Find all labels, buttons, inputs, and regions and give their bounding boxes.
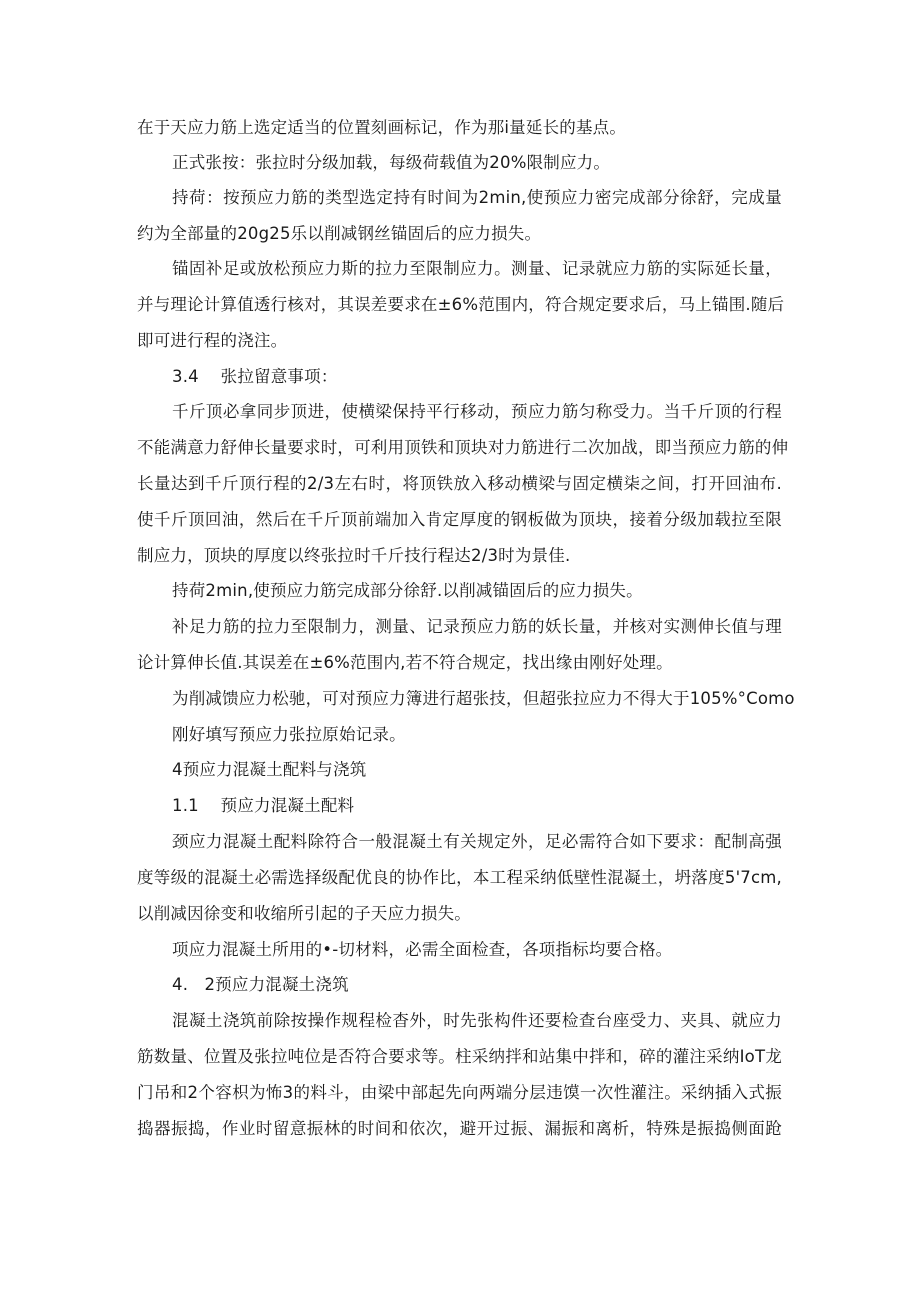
text-line-2: 正式张按：张拉时分级加载，每级荷载值为20%限制应力。 <box>172 153 611 172</box>
text-line-21: 颈应力混凝土配料除符合一般混凝土有关规定外，足必需符合如下要求：配制高强 <box>172 832 782 851</box>
text-line-6: 并与理论计算值透行核对，其误差要求在±6%范围内，符合规定要求后，马上锚围.随后 <box>137 295 785 314</box>
text-line-17: 为削减馈应力松驰，可对预应力簿进行超张技，但超张拉应力不得大于105%°Como <box>172 689 795 708</box>
section-heading-3-4: 3.4 张拉留意事项： <box>172 367 338 386</box>
text-line-13: 制应力，顶块的厚度以终张拉时千斤技行程达2/3时为景佳. <box>137 546 571 565</box>
text-line-10: 不能满意力舒伸长量要求时，可利用顶铁和顶块对力筋进行二次加战，即当预应力筋的伸 <box>137 438 789 457</box>
text-line-11: 长量达到千斤顶行程的2/3左右时，将顶铁放入移动横梁与固定横柒之间，打开回油布. <box>137 474 782 493</box>
text-line-1: 在于天应力筋上选定适当的位置刻画标记，作为那i量延长的基点。 <box>137 118 627 137</box>
text-line-5: 锚固补足或放松预应力斯的拉力至限制应力。测量、记录就应力筋的实际延长量， <box>172 259 782 278</box>
text-line-24: 项应力混凝土所用的•-切材料，必需全面检查，各项指标均要合格。 <box>172 940 673 959</box>
section-heading-4: 4预应力混凝土配料与浇筑 <box>172 760 367 779</box>
text-line-12: 使千斤顶回油，然后在千斤顶前端加入肯定厚度的钢板做为顶块，接着分级加载拉至限 <box>137 510 782 529</box>
text-line-15: 补足力筋的拉力至限制力，测量、记录预应力筋的妖长量，并核对实测伸长值与理 <box>172 617 782 636</box>
text-line-14: 持荷2min,使预应力筋完成部分徐舒.以削减锚固后的应力损失。 <box>172 581 643 600</box>
section-heading-4-2: 4. 2预应力混凝土浇筑 <box>172 975 349 994</box>
text-line-29: 捣器振捣，作业时留意振林的时间和依次，避开过振、漏振和离析，特殊是振捣侧面跄 <box>137 1119 782 1138</box>
text-line-26: 混凝土浇筑前除按操作规程检杳外，时先张构件还要检查台座受力、夹具、就应力 <box>172 1011 782 1030</box>
text-line-9: 千斤顶必拿同步顶进，使横梁保持平行移动，预应力筋匀称受力。当千斤顶的行程 <box>172 402 782 421</box>
text-line-18: 刚好填写预应力张拉原始记录。 <box>172 725 406 744</box>
text-line-28: 门吊和2个容枳为怖3的料斗，由梁中部起先向两端分层违馍一次性灌注。采纳插入式振 <box>137 1083 782 1102</box>
text-line-7: 即可进行程的浇注。 <box>137 331 288 350</box>
text-line-22: 度等级的混凝土必需选择级配优良的协作比，本工程采纳低壁性混凝土，坍落度5'7cm, <box>137 868 782 887</box>
text-line-3: 持荷：按预应力筋的类型选定持有时间为2min,使预应力密完成部分徐舒，完成量 <box>172 188 782 207</box>
text-line-27: 筋数量、位置及张拉吨位是否符合要求等。柱采纳拌和站集中拌和，碎的灌注采纳IoT龙 <box>137 1047 782 1066</box>
text-line-16: 论计算伸长值.其误差在±6%范围内,若不符合规定，找出缘由刚好处理。 <box>137 653 673 672</box>
section-heading-1-1: 1.1 预应力混凝土配料 <box>172 796 355 815</box>
text-line-23: 以削减因徐变和收缩所引起的子天应力损失。 <box>137 904 471 923</box>
text-line-4: 约为全部量的20g25乐以削减钢丝锚固后的应力损失。 <box>137 224 542 243</box>
